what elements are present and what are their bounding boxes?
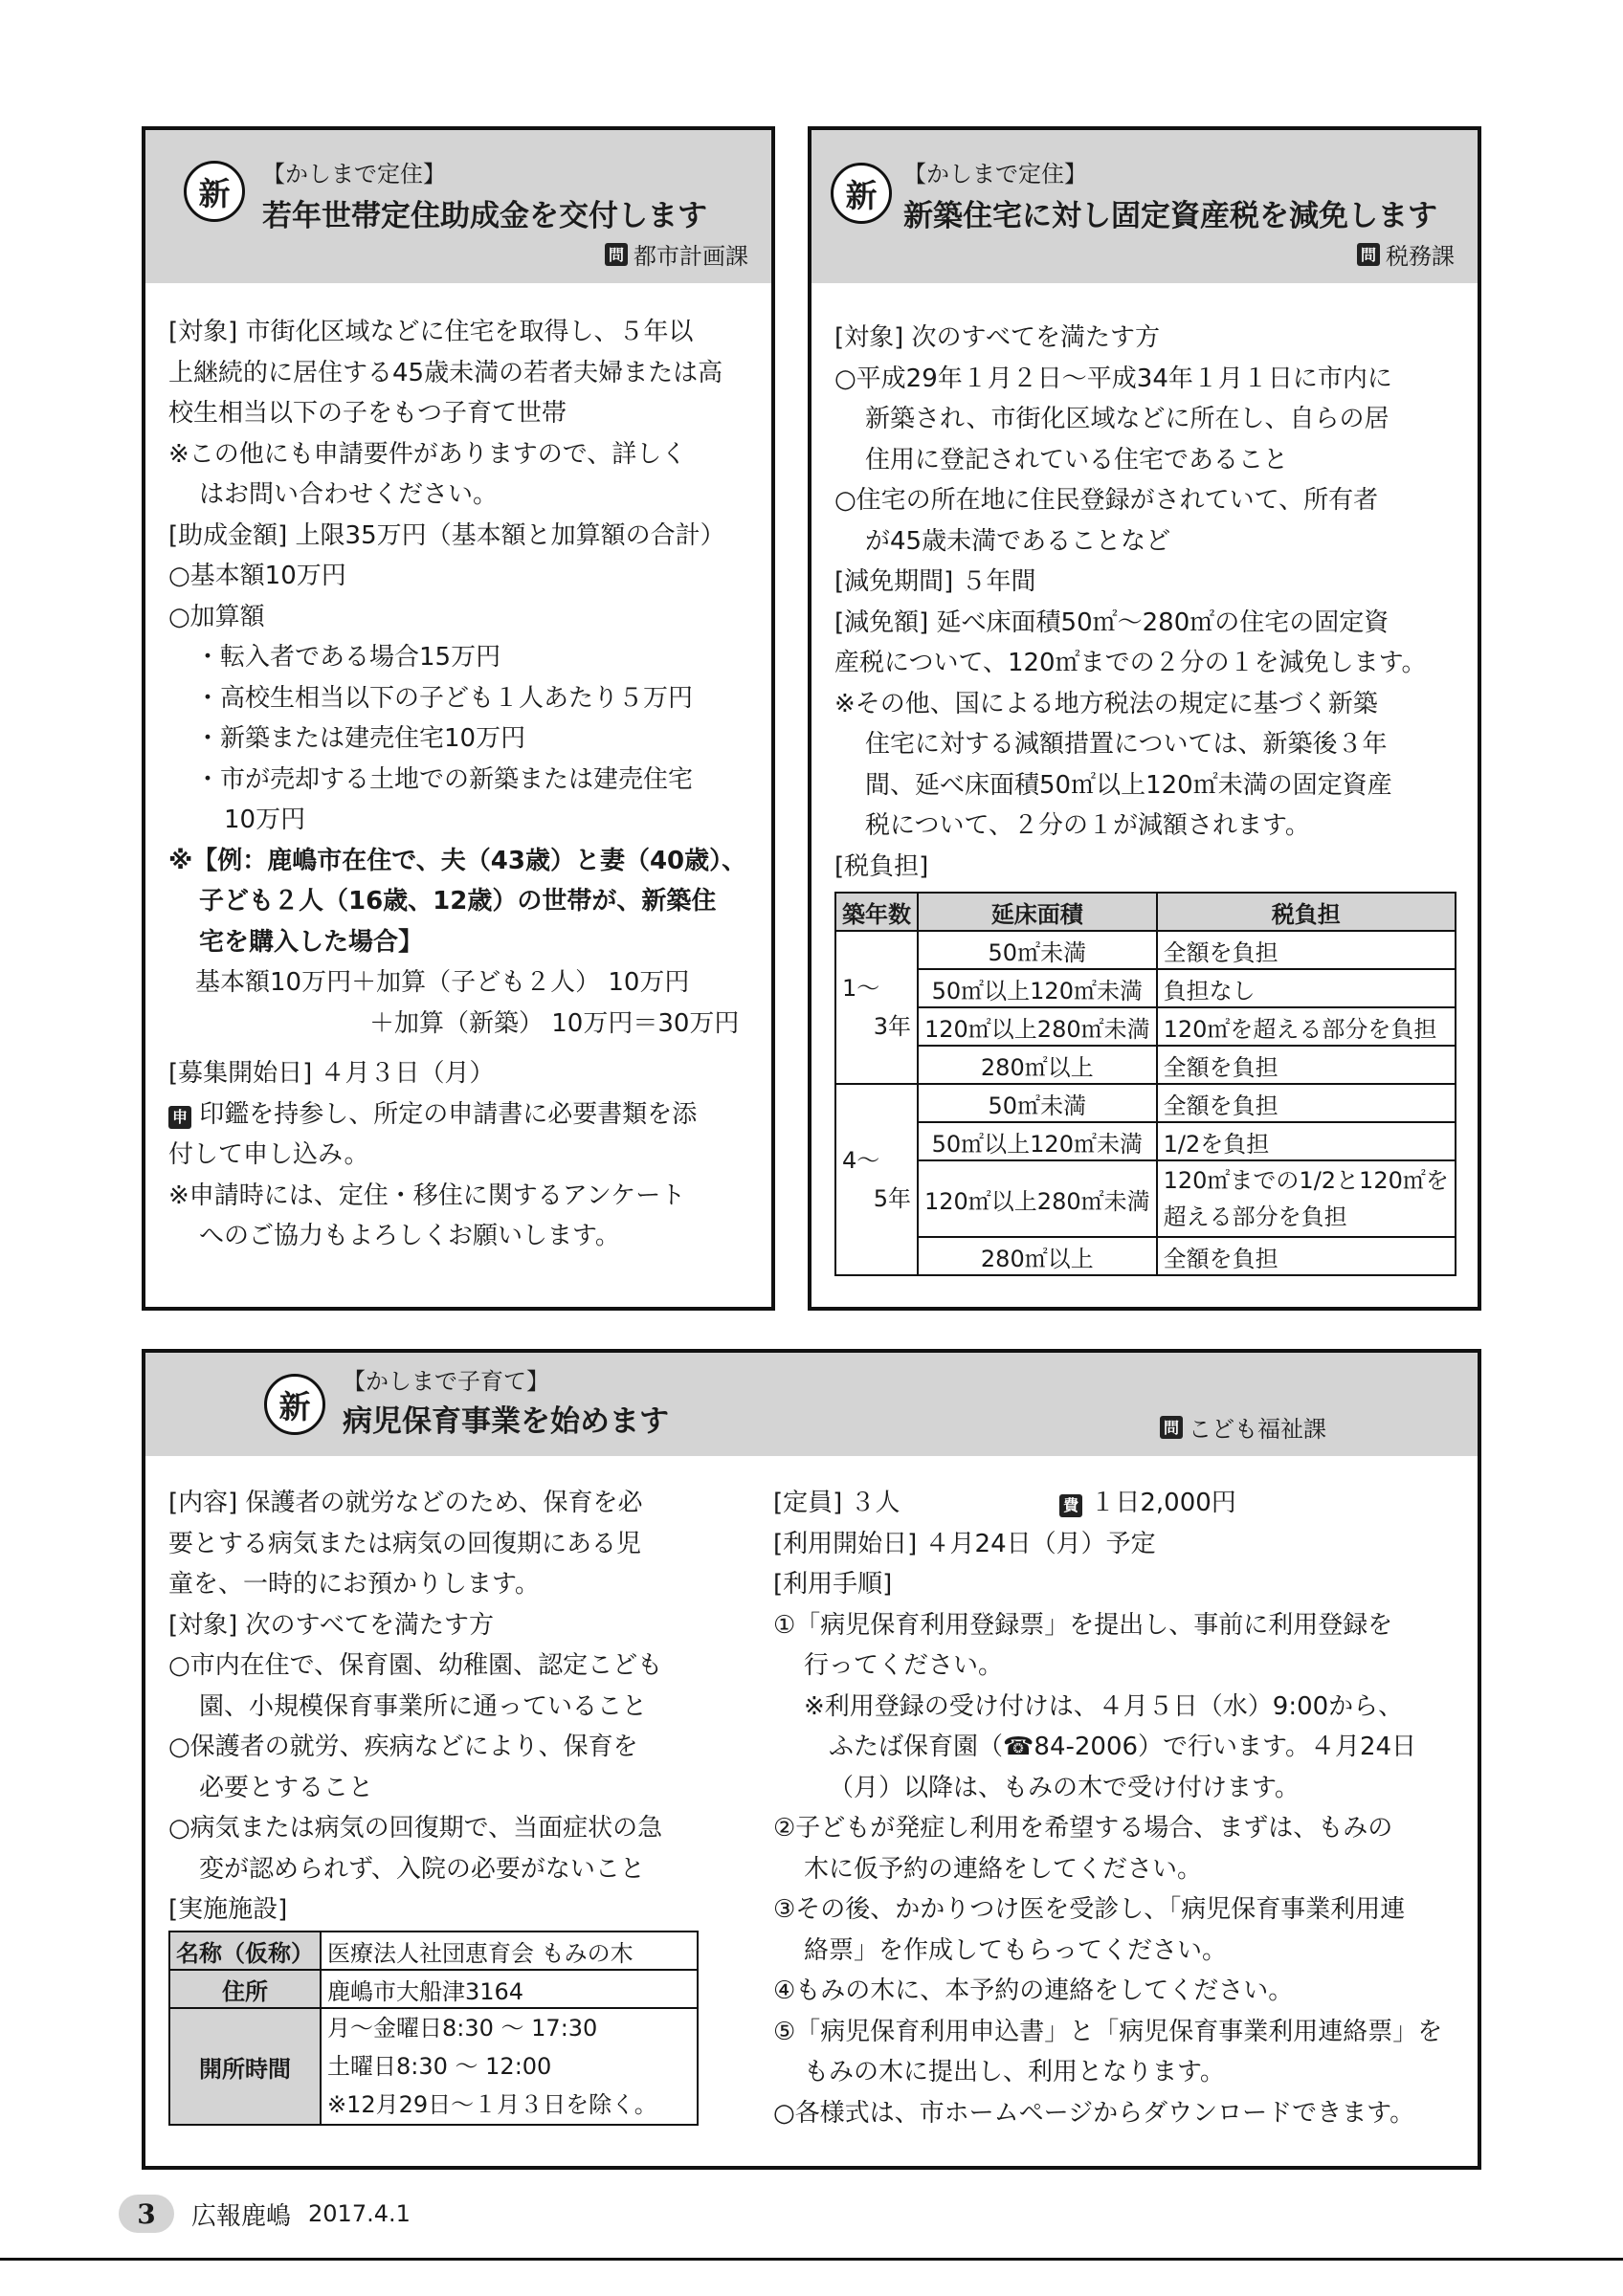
capacity-text: [定員] ３人 [773,1489,900,1517]
text-line: 新築され、市街化区域などに所在し、自らの居 [865,405,1390,433]
burden-cell: 全額を負担 [1157,1237,1456,1275]
text-line: 住宅に対する減額措置については、新築後３年 [865,730,1388,759]
article-body [834,318,1466,887]
years-cell: 1～ 3年 [835,931,918,1084]
table-row [169,2008,698,2125]
text-line: 産税について、120㎡までの２分の１を減免します。 [834,649,1427,677]
table-row [169,1970,698,2008]
fee-text: １日2,000円 [1090,1489,1236,1517]
burden-cell: 120㎡までの1/2と120㎡を 超える部分を負担 [1157,1160,1456,1237]
text-line: [減免額] 延べ床面積50㎡～280㎡の住宅の固定資 [834,607,1390,637]
burden-cell: 全額を負担 [1157,1084,1456,1122]
text-line: ③その後、かかりつけ医を受診し、「病児保育事業利用連 [773,1895,1406,1924]
text-line: 校生相当以下の子をもつ子育て世帯 [168,399,567,428]
inquiry-department [605,237,748,271]
area-cell: 50㎡未満 [918,1084,1157,1122]
text-line: もみの木に提出し、利用となります。 [804,2058,1225,2086]
facility-table [168,1931,699,2126]
area-cell: 280㎡以上 [918,1237,1157,1275]
table-header: 築年数 [835,893,918,931]
table-row [835,1160,1456,1237]
text-line: [対象] 次のすべてを満たす方 [168,1610,495,1640]
text-line: [税負担] [834,851,929,881]
burden-cell: 負担なし [1157,969,1456,1007]
text-line: （月）以降は、もみの木で受け付けます。 [829,1773,1300,1802]
text-line: ○保護者の就労、疾病などにより、保育を [168,1733,638,1761]
text-line: へのご協力もよろしくお願いします。 [199,1222,620,1250]
inquiry-department [1160,1410,1326,1444]
text-line: ※利用登録の受け付けは、４月５日（水）9:00から、 [804,1691,1404,1721]
example-line: 宅を購入した場合】 [199,927,424,957]
text-line: 変が認められず、入院の必要がないこと [199,1854,645,1884]
text-line: ※申請時には、定住・移住に関するアンケート [168,1181,686,1210]
inquiry-icon: 問 [605,243,628,266]
series-label: 【かしまで定住】 [903,161,1087,188]
text-line: 要とする病気または病気の回復期にある児 [168,1529,642,1558]
text-line: 木に仮予約の連絡をしてください。 [804,1854,1203,1884]
table-row [835,931,1456,969]
text-line: 絡票」を作成してもらってください。 [804,1935,1228,1965]
text-line: ○各様式は、市ホームページからダウンロードできます。 [773,2098,1415,2128]
table-row [835,1007,1456,1046]
publication-date: 2017.4.1 [308,2200,411,2227]
facility-label: 住所 [169,1970,321,2008]
article-title: 病児保育事業を始めます [343,1404,669,1439]
text-line: ○市内在住で、保育園、幼稚園、認定こども [168,1651,663,1680]
text-line: ⑤「病児保育利用申込書」と「病児保育事業利用連絡票」を [773,2017,1443,2046]
tax-burden-table [834,892,1456,1276]
text-line: [減免期間] ５年間 [834,567,1036,596]
text-line: ※その他、国による地方税法の規定に基づく新築 [834,689,1378,718]
text-line: はお問い合わせください。 [199,480,499,509]
article-body [168,312,762,1257]
table-row [835,1237,1456,1275]
burden-cell: 全額を負担 [1157,1046,1456,1084]
table-row [835,1122,1456,1160]
department-name: こども福祉課 [1189,1416,1326,1443]
text-line: ①「病児保育利用登録票」を提出し、事前に利用登録を [773,1610,1393,1640]
article-header [812,130,1478,283]
article-body-left [168,1483,733,1931]
inquiry-department [1357,237,1455,271]
phone-icon: ☎ [1003,1733,1034,1761]
text-line: [利用開始日] ４月24日（月）予定 [773,1529,1156,1558]
series-label: 【かしまで子育て】 [343,1368,549,1395]
page-footer [119,2195,411,2233]
text-line: [募集開始日] ４月３日（月） [168,1059,495,1088]
burden-cell: 全額を負担 [1157,931,1456,969]
text-line: 上継続的に居住する45歳未満の若者夫婦または高 [168,358,723,387]
text-line: ○住宅の所在地に住民登録がされていて、所有者 [834,486,1379,515]
bottom-rule [0,2258,1623,2261]
text-line: ②子どもが発症し利用を希望する場合、まずは、もみの [773,1814,1393,1843]
text-line: ○病気または病気の回復期で、当面症状の急 [168,1814,663,1843]
text-line: ふたば保育園（☎84-2006）で行います。４月24日 [829,1733,1417,1761]
burden-cell: 120㎡を超える部分を負担 [1157,1007,1456,1046]
article-property-tax-reduction [808,126,1481,1311]
inquiry-icon: 問 [1357,243,1380,266]
text-line: 必要とすること [199,1773,374,1802]
publication-name: 広報鹿嶋 [191,2201,292,2231]
text-line: ・新築または建売住宅10万円 [195,724,526,753]
article-sick-child-care [142,1349,1481,2170]
facility-value: 月～金曜日8:30 ～ 17:30 土曜日8:30 ～ 12:00 ※12月29日～１月３日を除く。 [321,2008,698,2125]
text-line: [対象] 市街化区域などに住宅を取得し、５年以 [168,318,694,346]
text-line: 行ってください。 [804,1651,1004,1680]
text-line: ・転入者である場合15万円 [195,643,501,672]
calc-line: 基本額10万円＋加算（子ども２人） 10万円 [195,968,690,997]
facility-label: 名称（仮称） [169,1932,321,1970]
article-body-right [773,1483,1462,2133]
text-line: ④もみの木に、本予約の連絡をしてください。 [773,1976,1294,2005]
example-line: 子ども２人（16歳、12歳）の世帯が、新築住 [199,887,717,916]
text-line: [実施施設] [168,1895,288,1924]
table-header-row [835,893,1456,931]
page-number: 3 [119,2195,174,2233]
article-youth-settlement-grant [142,126,775,1311]
inquiry-icon: 問 [1160,1416,1183,1439]
text-line: [対象] 次のすべてを満たす方 [834,323,1161,352]
text-line: ○加算額 [168,602,265,631]
text-line: ○基本額10万円 [168,562,346,590]
text-line: ・高校生相当以下の子ども１人あたり５万円 [195,683,694,713]
department-name: 税務課 [1386,243,1455,270]
text-line: が45歳未満であることなど [865,526,1171,556]
area-cell: 120㎡以上280㎡未満 [918,1160,1157,1237]
text-line: 童を、一時的にお預かりします。 [168,1570,540,1599]
area-cell: 50㎡未満 [918,931,1157,969]
text-line: 付して申し込み。 [168,1140,369,1169]
area-cell: 50㎡以上120㎡未満 [918,969,1157,1007]
text-line: ※この他にも申請要件がありますので、詳しく [168,439,687,469]
new-badge: 新 [831,163,892,224]
apply-icon: 申 [168,1106,191,1129]
table-row [169,1932,698,1970]
area-cell: 280㎡以上 [918,1046,1157,1084]
new-badge: 新 [264,1374,325,1435]
area-cell: 50㎡以上120㎡未満 [918,1122,1157,1160]
text-line: 10万円 [224,806,306,834]
article-title: 若年世帯定住助成金を交付します [262,199,707,233]
calc-line: ＋加算（新築） 10万円＝30万円 [369,1008,740,1038]
text-line: ・市が売却する土地での新築または建売住宅 [195,764,694,794]
facility-value: 鹿嶋市大船津3164 [321,1970,698,2008]
fee-icon: 費 [1059,1494,1082,1517]
text-line: 申 印鑑を持参し、所定の申請書に必要書類を添 [168,1094,762,1136]
text-line: [利用手順] [773,1570,893,1599]
text-line: [助成金額] 上限35万円（基本額と加算額の合計） [168,520,725,550]
text-line: [内容] 保護者の就労などのため、保育を必 [168,1489,643,1517]
text-line: 園、小規模保育事業所に通っていること [199,1691,648,1721]
example-line: ※【例：鹿嶋市在住で、夫（43歳）と妻（40歳）、 [168,846,747,875]
burden-cell: 1/2を負担 [1157,1122,1456,1160]
series-label: 【かしまで定住】 [262,161,446,188]
table-header: 延床面積 [918,893,1157,931]
facility-value: 医療法人社団恵育会 もみの木 [321,1932,698,1970]
table-header: 税負担 [1157,893,1456,931]
text-line: 住用に登記されている住宅であること [865,445,1289,475]
new-badge: 新 [184,161,245,222]
text-line [773,1483,1462,1524]
table-row [835,1046,1456,1084]
area-cell: 120㎡以上280㎡未満 [918,1007,1157,1046]
table-row [835,969,1456,1007]
table-row [835,1084,1456,1122]
article-title: 新築住宅に対し固定資産税を減免します [903,199,1437,233]
text-line: ○平成29年１月２日～平成34年１月１日に市内に [834,364,1392,393]
text-line: 税について、２分の１が減額されます。 [865,811,1310,840]
text-line: 間、延べ床面積50㎡以上120㎡未満の固定資産 [865,770,1392,800]
facility-label: 開所時間 [169,2008,321,2125]
article-header [145,130,771,283]
department-name: 都市計画課 [634,243,748,270]
years-cell: 4～ 5年 [835,1084,918,1275]
article-header [145,1353,1478,1456]
